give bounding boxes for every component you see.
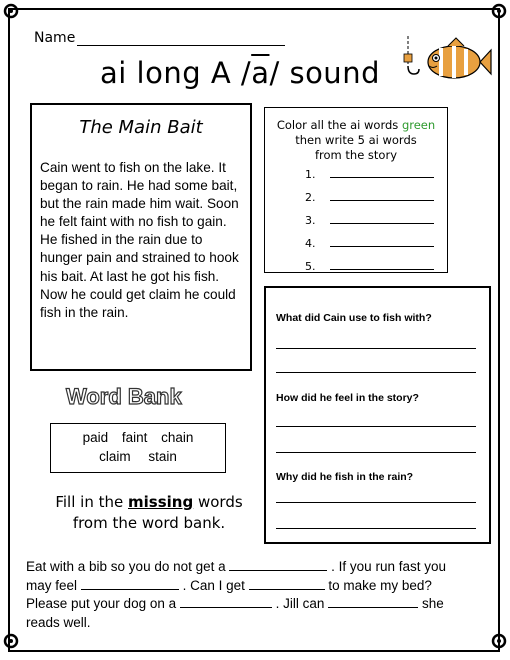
story-title: The Main Bait [79,117,203,138]
answer-line[interactable] [276,528,476,529]
story-box [30,103,252,371]
answer-line[interactable] [276,426,476,427]
fish-on-hook-icon [396,36,492,86]
name-field[interactable] [34,30,285,46]
corner-swirl-icon [490,2,508,20]
name-label: Name [34,30,76,46]
blank-3[interactable] [249,577,325,590]
color-task-box [264,107,448,273]
answer-line[interactable] [276,372,476,373]
corner-swirl-icon [2,2,20,20]
blank-1[interactable] [229,558,327,571]
questions-box [264,286,491,544]
question-3: Why did he fish in the rain? [276,471,414,483]
answer-line[interactable] [276,502,476,503]
answer-line[interactable] [276,348,476,349]
corner-swirl-icon [2,632,20,650]
fill-in-sentences: Eat with a bib so you do not get a . If you run fast you may feel . Can I get to make my bed? Please put your dog on a . Jill can she reads well. [26,559,446,630]
story-text: Cain went to fish on the lake. It began to rain. He had some bait, but the rain made him wait. Soon he felt faint with no fish to gain. He fished in the rain due to hunger pain and strained to hook his bait. At last he got his fish. Now he could get claim he could fish in the rain. [40,160,239,320]
color-task-instructions: Color all the ai words green then write 5 ai words from the story [276,118,436,162]
blank-4[interactable] [180,595,272,608]
answer-line-3[interactable]: 3. [305,214,434,227]
question-1: What did Cain use to fish with? [276,312,432,324]
answer-line-4[interactable]: 4. [305,237,434,250]
corner-swirl-icon [490,632,508,650]
word-bank-row: paid faint chain [82,430,194,445]
word-bank-row: claim stain [99,449,177,464]
blank-5[interactable] [328,595,418,608]
name-line [77,31,285,46]
question-2: How did he feel in the story? [276,392,419,404]
answer-line-1[interactable]: 1. [305,168,434,181]
word-bank-title: Word Bank [66,384,182,409]
answer-line[interactable] [276,452,476,453]
answer-line-2[interactable]: 2. [305,191,434,204]
fill-instructions: Fill in the missing words from the word bank. [55,493,243,532]
page-title: ai long A $/\overline{a}/$ sound [100,56,380,90]
word-bank-box [50,423,226,473]
blank-2[interactable] [81,577,179,590]
answer-line-5[interactable]: 5. [305,260,434,273]
